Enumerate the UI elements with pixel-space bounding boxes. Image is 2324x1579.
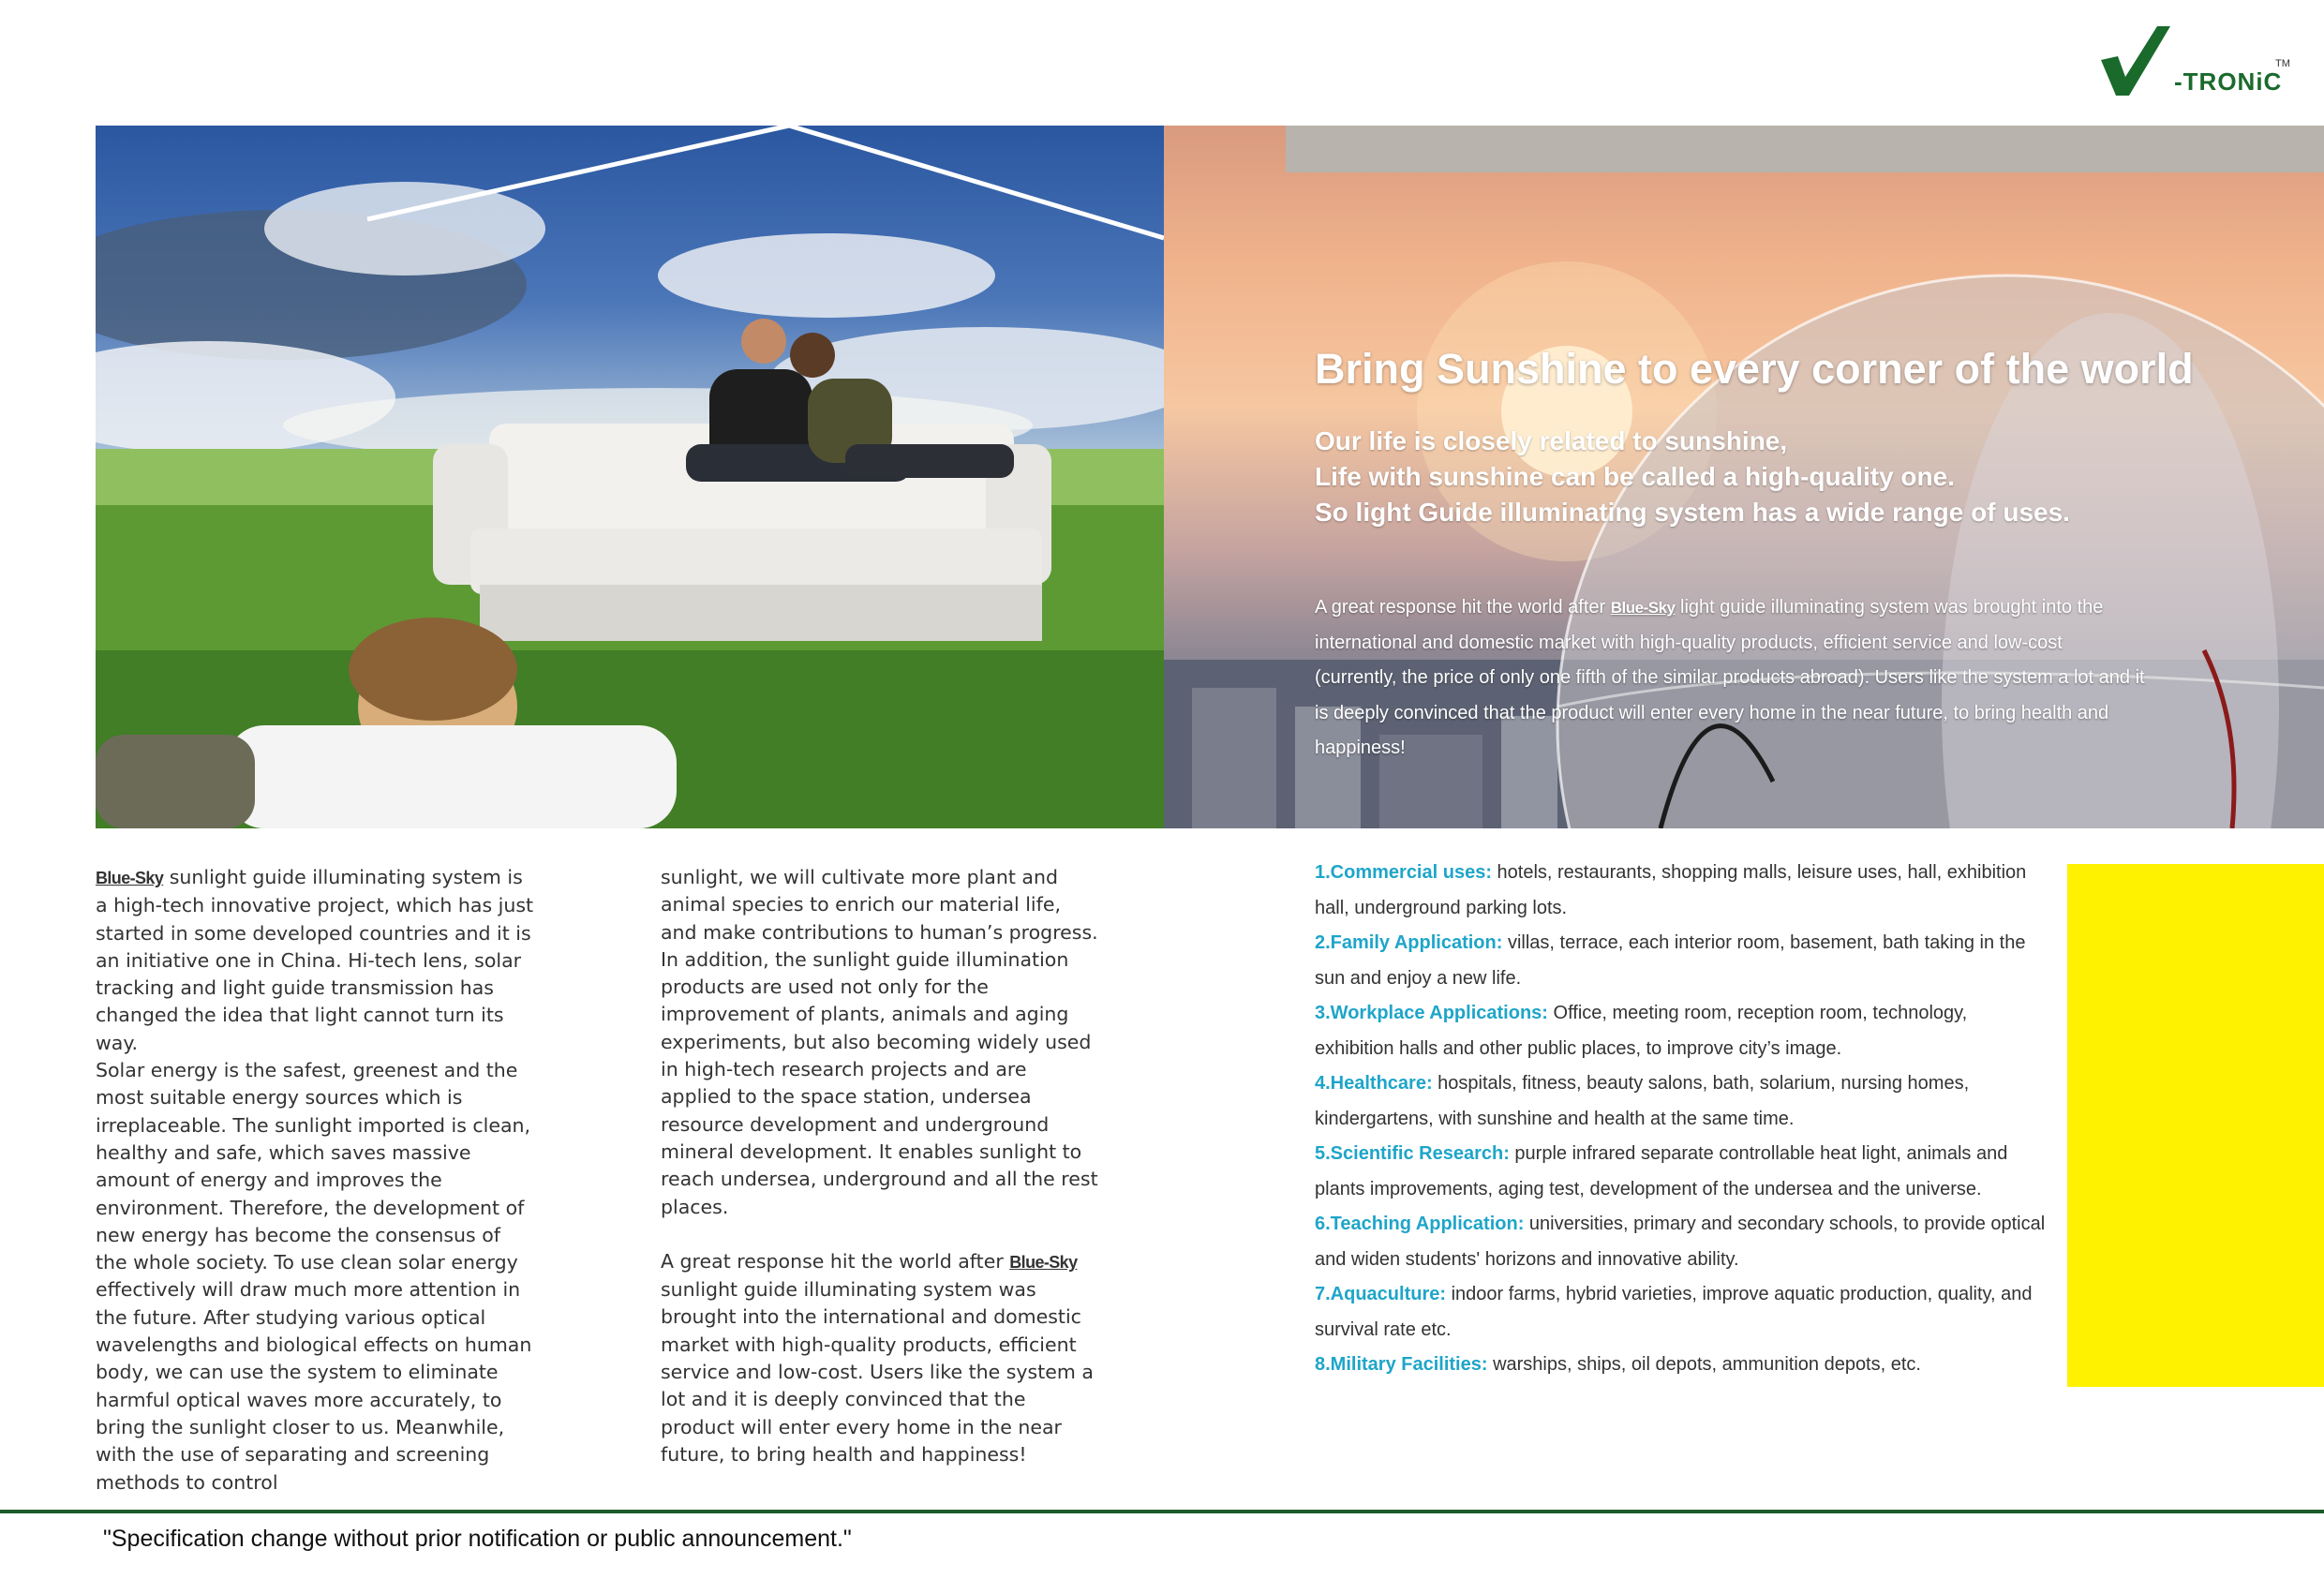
body-text: sunlight guide illuminating system is a high-tech innovative project, which has just started in some developed countries and it is an initiative one in China. Hi-tech lens, solar tracking and light guide transmission has changed the idea that light cannot turn its way.: [96, 866, 534, 1054]
intro-text: A great response hit the world after: [1315, 597, 1611, 618]
subtitle-line: Life with sunshine can be called a high-quality one.: [1315, 462, 1955, 491]
use-title: 3.Workplace Applications:: [1315, 1003, 1548, 1023]
brand-name: Blue-Sky: [1610, 599, 1676, 617]
use-title: 1.Commercial uses:: [1315, 862, 1492, 883]
hero-photo-couple: [96, 126, 1164, 828]
hero-intro-paragraph: [1315, 590, 2149, 767]
footer-divider: [0, 1510, 2324, 1513]
list-item: [1315, 1277, 2046, 1348]
brand-name: Blue-Sky: [1009, 1252, 1078, 1272]
trademark-symbol: TM: [2275, 58, 2290, 69]
body-text: sunlight guide illuminating system was brought into the international and domestic market with high-quality products, efficient service and low-cost. Users like the system a lot and it is deeply convinced that the product will enter every home in the near future, to bring health and happiness!: [661, 1278, 1094, 1466]
use-text: indoor farms, hybrid varieties, improve aquatic production, quality, and survival rate etc.: [1315, 1284, 2033, 1340]
use-text: hotels, restaurants, shopping malls, leisure uses, hall, exhibition hall, underground parking lots.: [1315, 862, 2027, 918]
page-headline: Bring Sunshine to every corner of the world: [1315, 345, 2194, 393]
check-mark-icon: [2097, 22, 2172, 97]
body-column-2: [661, 864, 1101, 1468]
body-paragraph: Solar energy is the safest, greenest and the most suitable energy sources which is irreplaceable. The sunlight imported is clean, healthy and safe, which saves massive amount of energy and improves the environment. Therefore, the development of new energy has become the consensus of the whole society. To use clean solar energy effectively will draw much more attention in the future. After studying various optical wavelengths and biological effects on human body, we can use the system to eliminate harmful optical waves more accurately, to bring the sunlight closer to us. Meanwhile, with the use of separating and screening methods to control: [96, 1059, 532, 1494]
use-text: villas, terrace, each interior room, basement, bath taking in the sun and enjoy a new life.: [1315, 932, 2026, 989]
brand-logo: [2097, 22, 2313, 107]
list-item: [1315, 926, 2046, 996]
body-column-1: [96, 864, 536, 1497]
use-text: universities, primary and secondary schools, to provide optical and widen students' horizons and innovative ability.: [1315, 1214, 2046, 1270]
use-title: 2.Family Application:: [1315, 932, 1503, 953]
use-title: 8.Military Facilities:: [1315, 1354, 1488, 1375]
use-text: purple infrared separate controllable heat light, animals and plants improvements, aging test, development of the undersea and the universe.: [1315, 1143, 2008, 1199]
use-title: 7.Aquaculture:: [1315, 1284, 1447, 1304]
use-title: 4.Healthcare:: [1315, 1073, 1433, 1094]
body-text: A great response hit the world after: [661, 1249, 1010, 1273]
header-bar: [1286, 126, 2324, 172]
applications-list: [1315, 856, 2046, 1383]
list-item: [1315, 1207, 2046, 1277]
use-text: Office, meeting room, reception room, technology, exhibition halls and other public places, to improve city’s image.: [1315, 1003, 1968, 1059]
footer-disclaimer: "Specification change without prior notification or public announcement.": [103, 1526, 852, 1552]
use-text: warships, ships, oil depots, ammunition depots, etc.: [1487, 1354, 1921, 1375]
use-title: 5.Scientific Research:: [1315, 1143, 1510, 1164]
yellow-accent-block: [2067, 864, 2324, 1387]
subtitle-line: Our life is closely related to sunshine,: [1315, 426, 1788, 455]
list-item: [1315, 1137, 2046, 1207]
intro-text: light guide illuminating system was brought into the international and domestic market with high-quality products, efficient service and low-cost (currently, the price of only one fifth of the similar products abroad). Users like the system a lot and it is deeply convinced that the product will enter every home in the near future, to bring health and happiness!: [1315, 597, 2145, 758]
body-paragraph: [96, 864, 536, 1057]
body-paragraph: sunlight, we will cultivate more plant and animal species to enrich our material life, and make contributions to human’s progress. In addition, the sunlight guide illumination products are used not only for the improvement of plants, animals and aging experiments, but also becoming widely used in high-tech research projects and are applied to the space station, undersea resource development and underground mineral development. It enables sunlight to reach undersea, underground and all the rest places.: [661, 866, 1098, 1218]
body-paragraph: [661, 1248, 1101, 1468]
logo-text: -TRONiC: [2174, 67, 2283, 96]
use-text: hospitals, fitness, beauty salons, bath, solarium, nursing homes, kindergartens, with sunshine and health at the same time.: [1315, 1073, 1970, 1129]
list-item: [1315, 1066, 2046, 1137]
hero-subtitle: [1315, 424, 2289, 530]
subtitle-line: So light Guide illuminating system has a wide range of uses.: [1315, 498, 2070, 527]
list-item: [1315, 1348, 2046, 1383]
brand-name: Blue-Sky: [96, 869, 164, 887]
use-title: 6.Teaching Application:: [1315, 1214, 1525, 1234]
list-item: [1315, 996, 2046, 1066]
list-item: [1315, 856, 2046, 926]
